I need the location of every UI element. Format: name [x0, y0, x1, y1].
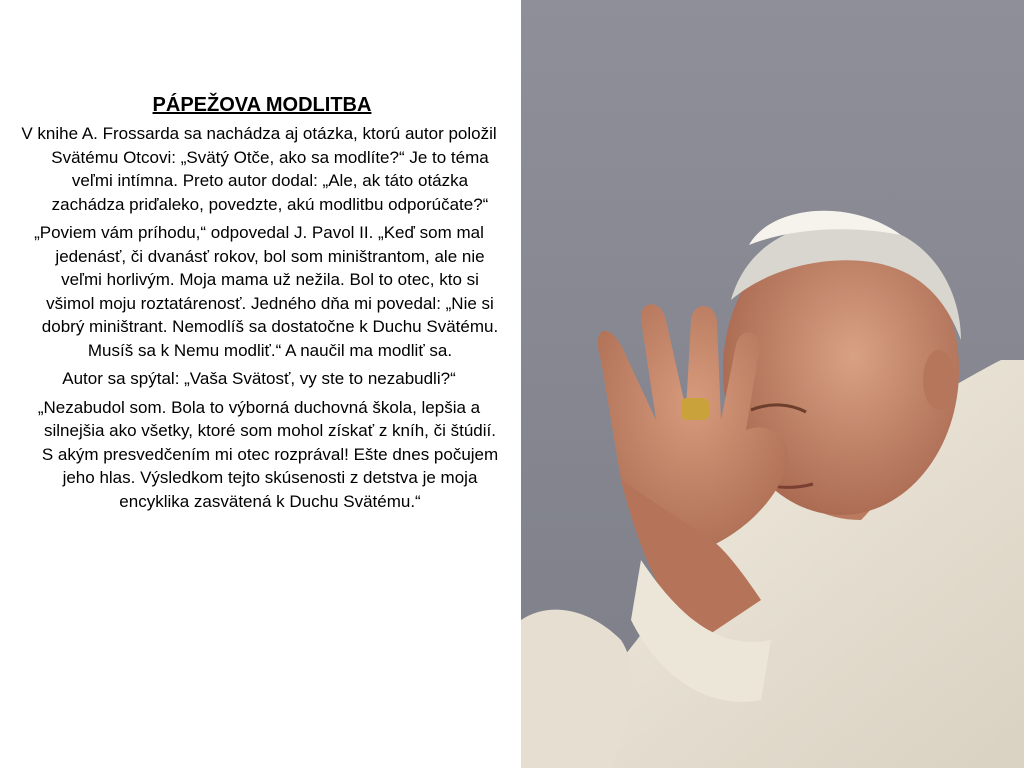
slide-title: PÁPEŽOVA MODLITBA: [152, 94, 372, 116]
paragraph-story: „Poviem vám príhodu,“ odpovedal J. Pavol II. „Keď som mal jedenásť, či dvanásť rokov, bol som miništrantom, ale nie veľmi horlivým. Moja mama už nežila. Bol to otec, kto si všimol moju roztatárenosť. Jedného dňa mi povedal: „Nie si dobrý miništrant. Nemodlíš sa dostatočne k Duchu Svätému. Musíš sa k Nemu modliť.“ A naučil ma modliť sa.: [34, 223, 499, 360]
pope-photo-illustration: [521, 0, 1024, 768]
paragraph-follow-up: Autor sa spýtal: „Vaša Svätosť, vy ste to nezabudli?“: [62, 369, 456, 388]
paragraph-question: V knihe A. Frossarda sa nachádza aj otázka, ktorú autor položil Svätému Otcovi: „Svätý Otče, ako sa modlíte?“ Je to téma veľmi intímna. Preto autor dodal: „Ale, ak táto otázka zachádza priďaleko, povedzte, akú modlitbu odporúčate?“: [21, 124, 497, 214]
paragraph-answer: „Nezabudol som. Bola to výborná duchovná škola, lepšia a silnejšia ako všetky, ktoré som mohol získať z kníh, či štúdií. S akým presvedčením mi otec rozprával! Ešte dnes počujem jeho hlas. Výsledkom tejto skúsenosti z detstva je moja encyklika zasvätená k Duchu Svätému.“: [37, 397, 499, 511]
pope-photo: [521, 0, 1024, 768]
text-column: [8, 92, 516, 518]
